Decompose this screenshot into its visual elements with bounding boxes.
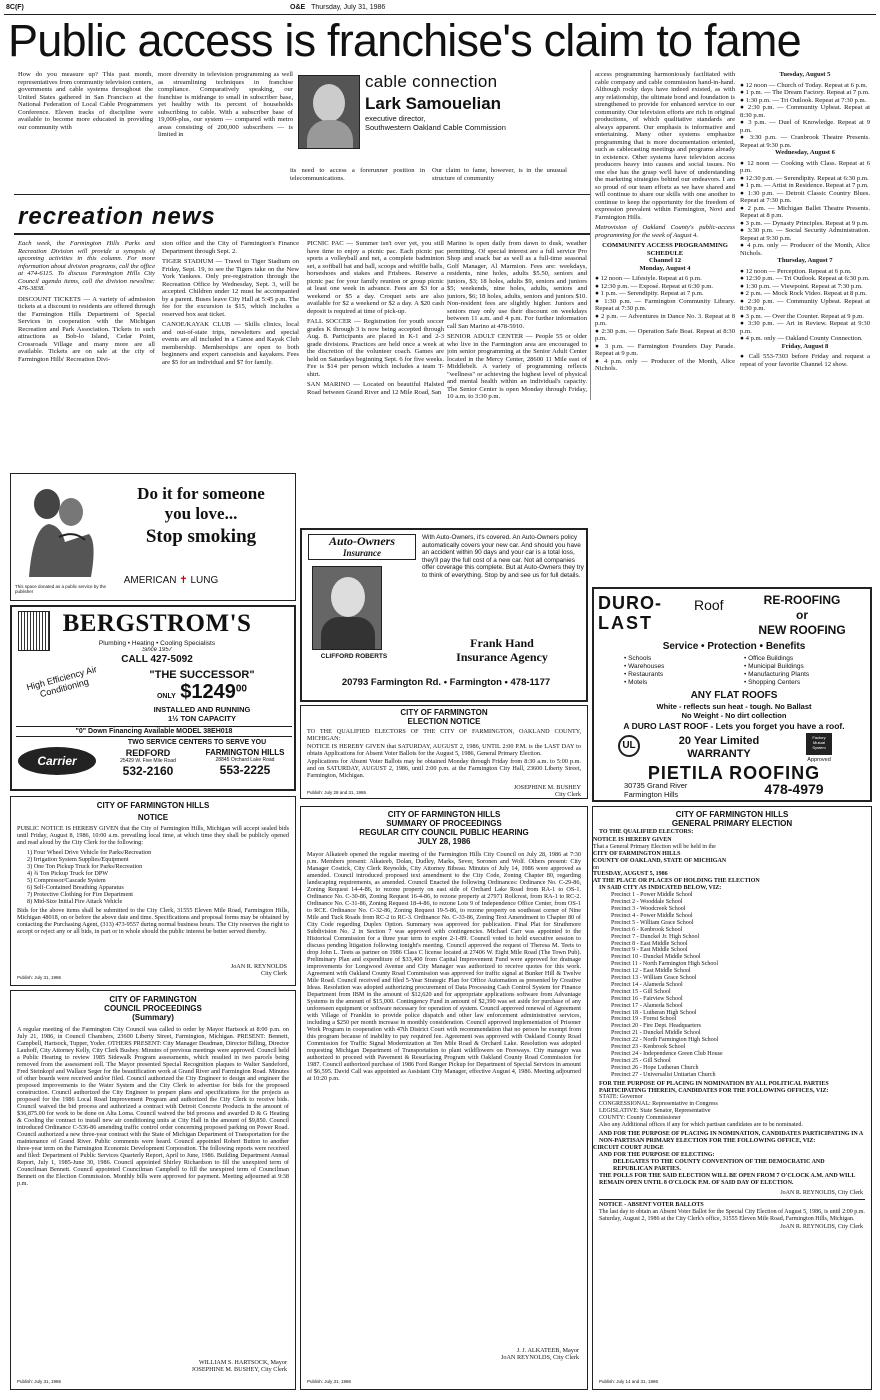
bergstrom-capacity: 1½ TON CAPACITY: [167, 714, 237, 723]
duro-last-ad: [592, 587, 872, 802]
column-text-2: more diversity in television programming as well as streamlining techniques in franchise compliance. Comparatively speaking, our franchise is midrange to small in subscriber base, yet healthy with its percent of households subscribing to cable. With a subscriber base of 19,000-plus, our system — compared with metro areas consisting of 200,000 subscribers — is limited in: [158, 71, 293, 138]
gpe-given: NOTICE IS HEREBY GIVEN: [593, 836, 672, 843]
schedule-item: ● 3 p.m. — Duel of Knowledge. Repeat at 9 p.m.: [740, 119, 870, 134]
bergstrom-hi-eff: High Efficiency Air Conditioning: [25, 663, 98, 700]
gpe-judge: CIRCUIT COURT JUDGE: [593, 1144, 664, 1151]
precinct-item: Precinct 26 - Hope Lutheran Church: [611, 1064, 699, 1071]
bid-item: 4) ¾ Ton Pickup Truck for DPW: [27, 870, 109, 877]
fen-body-3: Applications for Absent Voter Ballots may be obtained Monday through Friday from 8:30 a.m. to 5:00 p.m. and on SATURDAY, AUGUST 2, 1986, until 2:00 p.m. at the Farmington City Hall, 23600 Liberty Street, Farmington, Michigan.: [307, 758, 581, 779]
author-role: executive director,: [365, 114, 426, 123]
fhs-body: Mayor Alkateeb opened the regular meeting of the Farmington Hills City Council on July 28, 1986 at 7:30 p.m. Members present: Alkateeb, Dolan, Dudley, Marks, Sever, Soronen and Wolf. Others present: City Manager Costick, City Clerk Reynolds, City Attorney Bibeau. Minutes of July 14, 1986 were approved as amended. Council introduced proposed text amendment to the City Code, Zoning Chapter 80, regarding landscaping requirements, as amended. Council Enacted the following Ordinances: Ordinance No. C-29-86, Zoning Request 14-4-86, to rezone property on east side of Orchard Lake Road from RA-1 to OS-1. Ordinance No. C-30-86, Zoning Request 16-4-86, to rezone property at 27971 Rollcrest, from RA-1 to RC-2. Ordinance No. C-31-86, Zoning Request 18-4-86, to rezone Lots 9 of Independence Office Center, from OS-1 to RCE. Ordinance No. C-32-86, Zoning Request 19-5-86, to rezone property on southeast corner of Nine Mile and Tuck Roads from RC-2 to RC-3. Ordinance No. C-33-86, Zoning Text Amendment to Chapter 80 of City Code regarding Duplex Option. Summary was approved for publication. Final Plat for Strathmore Subdivision No. 2 in Section 7 was approved with contingencies. Michael Carr was appointed to the Historical Commission for a three year term to expire 2-1-89. Council voted to hold executive session to discuss pending litigation following tonight's meeting. Council approved the request of Theresa M. Teets to drop John L. Teets as partner on 1986 Class C license located at 27406 W. Eight Mile Road (The Town Pub). Preliminary Plan and expenditure of $33,400 from Capital Improvement Fund were approved for drainage improvements for Longwood Avenue and City Manager was authorized to receive quotes for this work. Agreement with Oakland County Road Commission was approved for traffic signal at Bunker Hill & Twelve Mile Road. Council received and filed 5-Year Strategic Plan for Office Automation as presented by Creative Ideas. Resolution was adopted authorizing procurement of Data Processing Cash Control System for Finance Department from IBM in the amount of $12,620 and for appropriate applications software from Advantage Systems in the amount of $15,000. Contingency Fund in amount of $2,390 was set aside for purchase of any unforeseen equipment or software necessary for operation of system. Council approved renewal of Agreement with Village of Franklin to provide police dispatch and other law enforcement administrative services, including a $250 per month increase in monthly consideration. Council approved implementation of Prisoner Work Program in cooperation with 47th District Court with recommendation that no person be exempt from this program because of inability to pay required fee. Agreement was approved with Oakland County Road Commission for Traffic Signal Modernization at Ten Mile Road & Orchard Lake. Resolution was adopted requesting Michigan Department of Transportation to plant wildflowers on Freeways. City manager was authorized to proceed with Pavement & Resurfacing Program with Oakland County Road Commission for 1987. Council authorized purchase of 1986 Ford Ranger Pickup for Department of Special Services in amount of $6,595. David Call was appointed as Assistant City Manager, effective August 4, 1986. Meeting adjourned at 10:20 p.m.: [307, 851, 581, 1082]
bergstrom-loc1-addr: 25429 W. Five Mile Road: [120, 758, 176, 764]
fen-sign-2: City Clerk: [555, 791, 581, 798]
ac-unit-icon: [18, 611, 50, 651]
fm-approved: Approved: [807, 757, 831, 763]
schedule-item: ● 12:30 p.m. — Exposé. Repeat at 6:30 p.m.: [595, 282, 714, 290]
gpe-that: That a General Primary Election will be held in the: [593, 843, 716, 850]
fhs-title-2: SUMMARY OF PROCEEDINGS: [386, 819, 502, 828]
schedule-item: ● 12:30 p.m. — Serendipity. Repeat at 6:30 p.m.: [740, 174, 869, 182]
bergstrom-call: CALL 427-5092: [121, 654, 193, 665]
fen-sign: [514, 784, 581, 798]
bergstrom-loc1: [100, 748, 196, 778]
schedule-channel: Channel 12: [648, 257, 682, 264]
recreation-col1: [18, 240, 155, 468]
column-divider: [590, 70, 591, 400]
fen-body-2: NOTICE IS HEREBY GIVEN that SATURDAY, AUGUST 2, 1986, UNTIL 2:00 P.M. is the LAST DAY to obtain Applications for Absent Voter Ballots for the August 5, 1986, General Primary Election.: [307, 743, 581, 757]
schedule-item: ● 2 p.m. — Michigan Ballet Theatre Presents. Repeat at 8 p.m.: [740, 204, 870, 219]
fh-primary-election: [592, 806, 872, 1390]
lung-headline-2: you love...: [164, 504, 238, 523]
recreation-title: recreation news: [18, 203, 216, 230]
cp-sign-1: WILLIAM S. HARTSOCK, Mayor: [198, 1359, 287, 1366]
roof-use-item: • Warehouses: [624, 663, 665, 670]
duro-logo: [598, 593, 698, 637]
precinct-item: Precinct 5 - William Grace School: [611, 919, 694, 926]
recreation-col4: [447, 240, 587, 525]
schedule-item: ● 12 noon — Perception. Repeat at 6 p.m.: [740, 267, 852, 275]
gpe-delegates: DELEGATES TO THE COUNTY CONVENTION OF THE DEMOCRATIC AND REPUBLICAN PARTIES.: [613, 1158, 825, 1172]
bid-item: 1) Four Wheel Drive Vehicle for Parks/Recreation: [27, 849, 152, 856]
schedule-item: ● 12:30 p.m. — Tri Outlook. Repeat at 6:30 p.m.: [740, 275, 870, 282]
cp-sign: [192, 1359, 287, 1373]
gpe-said: IN SAID CITY AS INDICATED BELOW, VIZ:: [599, 885, 722, 892]
precinct-item: Precinct 16 - Fairview School: [611, 995, 683, 1002]
schedule-thursday: Thursday, August 7: [777, 257, 833, 264]
schedule-item: ● 1:30 p.m. — Tri Outlook. Repeat at 7:30 p.m.: [740, 96, 867, 104]
bergstrom-sub: Plumbing • Heating • Cooling Specialists: [98, 640, 216, 647]
duro-logo-a: DURO-: [598, 593, 662, 613]
bids-text: Bids for the above items shall be submitted to the City Clerk, 31555 Eleven Mile Road, Farmington Hills, Michigan 48018, on or before the above date and time. Specifications and proposal forms may be obtained by contacting the Purchasing Agent, (313) 473-9557 during normal business hours. The City reserves the right to accept or reject any or all bids, in part or in whole should the public interest be better served thereby.: [17, 907, 290, 935]
roof-durable: A DURO LAST ROOF - Lets you forget you have a roof.: [623, 721, 845, 731]
recreation-discount-cont: sion office and the City of Farmington's Finance Department through Sept. 2.: [162, 240, 299, 255]
schedule-item: ● 3 p.m. — Dynasty Principles. Repeat at 9 p.m.: [740, 219, 869, 227]
precinct-item: Precinct 2 - Wooddale School: [611, 899, 683, 906]
precinct-item: Precinct 9 - East Middle School: [611, 947, 688, 954]
schedule-tuesday: Tuesday, August 5: [779, 71, 831, 78]
bergstrom-successor: "THE SUCCESSOR": [149, 669, 255, 681]
monday-list: [595, 275, 735, 373]
roof-uses: [624, 655, 864, 687]
column-text-1: How do you measure up? This past month, representatives from community television centers, governments and cable systems throughout the United States gathered in San Francisco at the National Federation of Local Cable Programmers Conference. Eleven tracks of discipline were available to become more educated in providing our community with: [18, 71, 153, 131]
recreation-tiger: TIGER STADIUM — Travel to Tiger Stadium on Friday, Sept. 19, to see the Tigers take on the New York Yankees. Only pre-registration through the Recreation Office by Wednesday, Sept. 3, will be accepted. Children under 12 must be accompanied by a parent. Buses leave City Hall at 5:45 p.m. The fee for the excursion is $15, which includes a reserved box seat ticket.: [162, 258, 299, 318]
bids-sign: [231, 963, 287, 977]
precinct-item: Precinct 13 - William Grace School: [611, 975, 697, 982]
lung-ad: [10, 473, 296, 601]
precinct-item: Precinct 7 - Dunckel Jr. High School: [611, 933, 700, 940]
cp-title-1: CITY OF FARMINGTON: [109, 995, 197, 1004]
fhs-title-4: JULY 28, 1986: [417, 837, 471, 846]
column-logo: [365, 72, 585, 132]
precinct-item: Precinct 10 - Dunckel Middle School: [611, 954, 701, 961]
column-logo-text: cable connection: [365, 72, 498, 91]
author-org: Southwestern Oakland Cable Commission: [365, 123, 506, 132]
gpe-offices: [593, 1094, 871, 1122]
fen-pub: Publish: July 28 and 31, 1986: [307, 790, 367, 795]
tuesday-list: [740, 82, 870, 150]
schedule-item: ● 3 p.m. — Over the Counter. Repeat at 9 p.m.: [740, 312, 864, 320]
schedule-right: [740, 71, 870, 507]
paper-abbrev: O&E: [290, 4, 306, 11]
cp-sign-2: JOSEPHINE M. BUSHEY, City Clerk: [191, 1366, 287, 1373]
fen-body-1: TO THE QUALIFIED ELECTORS OF THE CITY OF FARMINGTON, OAKLAND COUNTY, MICHIGAN:: [307, 728, 581, 742]
warranty-2: WARRANTY: [687, 748, 751, 760]
recreation-sanmarino-cont: Marino is open daily from dawn to dusk, weather permitting. Of special interest are a full service Pro Shop and snack bar as well as a full-time seasonal Golf Manager, Al Marmion. Fees are: weekdays, residents, nine holes, adults $5.50, seniors and juniors, $3; 18 holes, adults $9, seniors and juniors $5; weekends, nine holes, adults, seniors and juniors, $6; 18 holes, adults, seniors and juniors $10. Non-resident fees are slightly higher. Juniors and seniors may only use their discount on weekdays between 11 a.m. and 4 p.m. For further information call San Marino at 478-5910.: [447, 240, 587, 330]
thursday-list: [740, 268, 870, 343]
council-proceedings: [10, 990, 296, 1390]
agent-photo: [312, 566, 382, 650]
bid-item: 7) Protective Clothing for Fire Department: [27, 891, 134, 898]
gpe-nonpartisan: AND FOR THE PURPOSE OF PLACING IN NOMINATION, CANDIDATES PARTICIPATING IN A NON-PARTISAN PRIMARY ELECTION FOR THE FOLLOWING OFFICE, VIZ:: [599, 1130, 863, 1144]
precinct-item: Precinct 3 - Woodcreek School: [611, 905, 686, 912]
bergstrom-price-box: [112, 681, 292, 704]
cp-pub: Publish: July 31, 1986: [17, 1379, 62, 1384]
office-item: CONGRESSIONAL: Representative in Congress: [599, 1101, 718, 1108]
roof-line-3: NEW ROOFING: [758, 623, 846, 637]
bids-notice: [10, 796, 296, 986]
bids-body: [11, 822, 295, 941]
roof-company: PIETILA ROOFING: [647, 763, 821, 783]
precinct-item: Precinct 27 - Universalist Unitarian Church: [611, 1071, 716, 1078]
precinct-item: Precinct 14 - Alameda School: [611, 981, 683, 988]
roof-use-item: • Motels: [624, 679, 648, 686]
bid-item: 5) Compressor/Cascade System: [27, 877, 106, 884]
recreation-intro: Each week, the Farmington Hills Parks and Recreation Division will provide a synopsis of upcoming activities in this column. For more information about division programs, call the office at 474-6115. To discuss Farmington Hills City Council agenda items, call the division newsline: 476-3838.: [18, 240, 155, 292]
schedule-item: ● 2:30 p.m. — Community Upbeat. Repeat at 8:30 p.m.: [740, 297, 870, 312]
bergstrom-loc1-name: REDFORD: [125, 748, 171, 758]
carrier-logo: Carrier: [18, 747, 96, 775]
precinct-item: Precinct 18 - Lutheran High School: [611, 1009, 697, 1016]
roof-use-item: • Municipal Buildings: [744, 663, 804, 670]
schedule-item: ● 3:30 p.m. — Social Security Administration. Repeat at 9:30 p.m.: [740, 227, 870, 242]
precinct-item: Precinct 24 - Independence Green Club House: [611, 1051, 723, 1057]
roof-use-item: • Office Buildings: [744, 655, 794, 662]
paper-name: [290, 4, 490, 11]
roof-flat-2: White - reflects sun heat - tough. No Ballast: [656, 702, 812, 711]
gpe-title-1: CITY OF FARMINGTON HILLS: [675, 810, 789, 819]
gpe-purpose: FOR THE PURPOSE OF PLACING IN NOMINATION BY ALL POLITICAL PARTIES PARTICIPATING THEREIN, CANDIDATES FOR THE FOLLOWING OFFICES, VIZ:: [599, 1080, 829, 1094]
fen-body: [301, 726, 587, 781]
recreation-canoe: CANOE/KAYAK CLUB — Skills clinics, local and out-of-state trips, newsletters and special events are all included in a Canoe and Kayak Club membership. Memberships are open to both beginners and expert canoeists and kayakers. Fees are $5 for an individual and $7 for family.: [162, 321, 299, 366]
roof-flat-title: ANY FLAT ROOFS: [690, 690, 778, 701]
office-item: COUNTY: County Commissioner: [599, 1115, 681, 1122]
office-item: LEGISLATIVE: State Senator, Representative: [599, 1108, 711, 1115]
schedule-item: ● 1:30 p.m. — Farmington Community Library. Repeat at 7:30 p.m.: [595, 297, 735, 312]
bergstrom-since: Since 1957: [141, 647, 173, 653]
gpe-city: CITY OF FARMINGTON HILLS: [593, 850, 681, 857]
gpe-to: TO THE QUALIFIED ELECTORS:: [599, 829, 694, 835]
auto-owners-logo: [308, 534, 416, 560]
precinct-item: Precinct 8 - East Middle School: [611, 940, 688, 947]
fen-title-2: ELECTION NOTICE: [407, 717, 481, 726]
gpe-electing: AND FOR THE PURPOSE OF ELECTING:: [599, 1151, 715, 1158]
schedule-item: ● 1:30 p.m. — Detroit Classic Country Blues. Repeat at 7:30 p.m.: [740, 189, 870, 204]
ul-logo: UL: [618, 735, 640, 757]
auto-owners-text: With Auto-Owners, it's covered. An Auto-Owners policy automatically covers your new car. And should you have an accident within 90 days and your car is a total loss, they'll pay the full cost of a new car. Not all companies offer coverage this complete. But at Auto-Owners they try to think of everything. Stop by and see us for full details.: [422, 534, 584, 579]
gpe-pub: Publish: July 14 and 31, 1986: [599, 1379, 659, 1384]
gpe-sign: JoAN R. REYNOLDS, City Clerk: [780, 1190, 863, 1197]
roof-address-2: Farmington Hills: [624, 789, 679, 799]
auto-owners-logo-2: Insurance: [342, 548, 381, 558]
roof-address-1: 30735 Grand River: [624, 782, 688, 790]
gpe-sign-2: JoAN R. REYNOLDS, City Clerk: [780, 1223, 863, 1230]
precinct-item: Precinct 6 - Kenbrook School: [611, 926, 683, 933]
gpe-polls: THE POLLS FOR THE SAID ELECTION WILL BE OPEN FROM 7 O'CLOCK A.M. AND WILL REMAIN OPEN UNTIL 8 O'CLOCK P.M. OF SAID DAY OF ELECTION.: [599, 1173, 856, 1187]
schedule-item: ● 1 p.m. — Artist in Residence. Repeat at 7 p.m.: [740, 182, 869, 189]
recreation-rule: [14, 233, 590, 235]
column-text-3b: Our claim to fame, however, is in the unusual structure of community: [432, 167, 567, 182]
bergstrom-loc2: [196, 748, 294, 777]
bids-items: [17, 849, 289, 905]
page-number: 8C(F): [6, 4, 24, 11]
schedule-item: ● 2:30 p.m. — Operation Safe Boat. Repeat at 8:30 p.m.: [595, 327, 735, 342]
precinct-item: Precinct 12 - East Middle School: [611, 968, 691, 975]
roof-use-item: • Schools: [624, 655, 652, 662]
fm-logo: Factory Mutual System: [806, 733, 832, 755]
lung-org-a: AMERICAN: [123, 575, 177, 586]
recreation-top-rule: [14, 194, 590, 195]
bids-sign-1: JoAN R. REYNOLDS: [230, 963, 287, 970]
fh-summary-proceedings: [300, 806, 588, 1390]
bergstrom-two-centers: TWO SERVICE CENTERS TO SERVE YOU: [127, 739, 267, 746]
schedule-item: ● 2 p.m. — Adventures in Dance No. 3. Repeat at 8 p.m.: [595, 312, 735, 327]
recreation-senior: SENIOR ADULT CENTER — People 55 or older who live in the Farmington area are encouraged to join senior programming at the Senior Adult Center located in the Mercy Center, 28600 11 Mile east of Middlebelt. A variety of programming reflects "wellness" or achieving the highest level of physical and mental health within an individual's capacity. The Senior Center is open Monday through Friday, 10 a.m. to 3:30 p.m.: [447, 333, 587, 400]
roof-flat-3: No Weight - No dirt collection: [681, 711, 787, 720]
schedule-item: ● 1 p.m. — The Dream Factory. Repeat at 7 p.m.: [740, 89, 870, 96]
gpe-precincts: [593, 892, 871, 1078]
column-text-4-body: access programming harmoniously facilitated with cable company and cable commission hand-in-hand. Although rocky days have indeed existed, as with any relationship, the ultimate bond and foundation is strengthened to provide for enhanced service to our community. Our television efforts are rich in original productions, of which qualitative standards are always apparent. Our emphasis is informative and entertaining. Many other systems emphasize programming that is more documentation oriented, such as cablecasting meetings and programs already in existence. Other systems have television access producers heavy into causes and social issues. No one else has the grasp we'll have of understanding the marketing strategies behind our endeavors. I am so proud of our team efforts as we have shared and will continue to share our skills with one another to continue to keep the opportunity for the freedom of expression prevalent within Farmington, Novi and Farmington Hills.: [595, 71, 735, 221]
roof-service: Service • Protection • Benefits: [662, 641, 806, 652]
schedule-friday: Friday, August 8: [781, 342, 829, 350]
auto-owners-logo-1: Auto-Owners: [328, 534, 396, 548]
schedule-title: COMMUNITY ACCESS PROGRAMMING SCHEDULE: [602, 242, 728, 257]
issue-date: Thursday, July 31, 1986: [311, 4, 386, 11]
gpe-county: COUNTY OF OAKLAND, STATE OF MICHIGAN: [593, 857, 727, 864]
lung-illustration: [19, 482, 99, 577]
precinct-item: Precinct 21 - Dunckel Middle School: [611, 1030, 701, 1037]
agency-address: 20793 Farmington Rd. • Farmington • 478-1177: [341, 677, 551, 688]
schedule-item: ● 12 noon — Church of Today. Repeat at 6 p.m.: [740, 81, 868, 89]
gpe-also: Also any Additional offices if any for which partisan candidates are to be nominated.: [599, 1122, 803, 1129]
friday-text: ● Call 553-7303 before Friday and request a repeat of your favorite Channel 12 show.: [740, 353, 870, 368]
roof-use-item: • Manufacturing Plants: [744, 671, 810, 678]
precinct-item: Precinct 11 - North Farmington High School: [611, 961, 719, 968]
lung-org-b: LUNG: [190, 575, 219, 586]
bids-sign-2: City Clerk: [261, 970, 287, 977]
schedule-item: ● 1:30 p.m. — Viewpoint. Repeat at 7:30 p.m.: [740, 282, 863, 290]
author-name: Lark Samouelian: [365, 94, 502, 113]
bergstrom-loc2-addr: 28845 Orchard Lake Road: [215, 757, 275, 763]
author-photo: [298, 75, 360, 149]
recreation-sanmarino: SAN MARINO — Located on beautiful Halsted Road between Grand River and 12 Mile Road, San: [307, 381, 444, 396]
bids-title-1: CITY OF FARMINGTON HILLS: [96, 801, 210, 810]
recreation-col2: [162, 240, 299, 468]
fhs-sign-1: J. J. ALKATEEB, Mayor: [516, 1347, 579, 1354]
recreation-soccer: FALL SOCCER — Registration for youth soccer grades K through 3 is now being accepted through Aug. 8. Participants are placed in K-1 and 2-3 grade divisions. Practices are held once a week at the discretion of the volunteer coach. Games are held on Saturdays beginning Sept. 6 for five weeks. Fee is $14 per person which includes a team T-shirt.: [307, 318, 444, 378]
roof-use-item: • Restaurants: [624, 671, 664, 678]
fhs-sign: [501, 1347, 579, 1361]
bergstrom-loc2-phone: 553-2225: [219, 763, 271, 777]
fhs-pub: Publish: July 31, 1986: [307, 1379, 352, 1384]
bid-item: 3) One Ton Pickup Truck for Parks/Recreation: [27, 863, 143, 870]
duro-roof-word: Roof: [694, 597, 724, 613]
schedule-item: ● 3:30 p.m. — Cranbrook Theatre Presents. Repeat at 9:30 p.m.: [740, 134, 870, 149]
cp-title-2: COUNCIL PROCEEDINGS: [104, 1004, 202, 1013]
schedule-item: ● 4 p.m. only — Producer of the Month, Alice Nichols.: [595, 357, 735, 372]
bid-item: 2) Irrigation System Supplies/Equipment: [27, 856, 129, 863]
bergstrom-loc2-name: FARMINGTON HILLS: [205, 748, 285, 757]
bergstrom-only: ONLY: [156, 693, 176, 700]
bids-intro: PUBLIC NOTICE IS HEREBY GIVEN that the City of Farmington Hills, Michigan will accept sealed bids until Friday, August 8, 1986, 10:00 a.m. prevailing local time, at which time they shall be publicly opened and read aloud by the City Clerk for the following:: [17, 825, 289, 846]
agency-sub: Insurance Agency: [456, 650, 548, 664]
bergstrom-price-cents: 00: [235, 683, 247, 695]
gpe-absent: The last day to obtain an Absent Voter Ballot for the Special City Election of August 5, 1986, is until 2:00 p.m. Saturday, August 2, 1986 at the City Clerk's office, 31555 Eleven Mile Road, Farmington Hills, Michigan.: [599, 1209, 865, 1222]
schedule-item: ● 4 p.m. only — Producer of the Month, Alice Nichols.: [740, 242, 870, 257]
roof-use-item: • Shopping Centers: [744, 679, 801, 686]
precinct-item: Precinct 17 - Alameda School: [611, 1002, 683, 1009]
schedule-monday: Monday, August 4: [639, 264, 691, 272]
gpe-date: TUESDAY, AUGUST 5, 1986: [593, 871, 668, 878]
lung-headline-3: Stop smoking: [145, 526, 257, 547]
schedule-item: ● 3 p.m. — Farmington Founders Day Parade. Repeat at 9 p.m.: [595, 342, 735, 357]
cp-title-3: (Summary): [132, 1013, 174, 1022]
bergstrom-name: BERGSTROM'S: [62, 610, 252, 637]
column-text-4: [595, 71, 735, 507]
fen-sign-1: JOSEPHINE M. BUSHEY: [513, 784, 581, 791]
precinct-item: Precinct 22 - North Farmington High School: [611, 1037, 719, 1044]
recreation-discount: DISCOUNT TICKETS — A variety of admission tickets at a discount to residents are offered through the Farmington Hills Department of Special Services in cooperation with the Michigan Recreation and Park Association. Tickets to such attractions as Bob-lo Island, Cedar Point, Crossroads Village and many more are all available. Tickets are on sale at the city of Farmington Hills' Recreation Divi-: [18, 295, 155, 363]
bergstrom-price: $1249: [180, 681, 236, 703]
schedule-item: ● 12 noon — Cooking with Class. Repeat at 6 p.m.: [740, 159, 870, 174]
warranty-1: 20 Year Limited: [678, 735, 760, 747]
column-text-3a: its need to access a forerunner position in telecommunications.: [290, 167, 425, 182]
schedule-item: ● 2 p.m. — Mock Rock Video. Repeat at 8 p.m.: [740, 290, 867, 297]
precinct-item: Precinct 15 - Gill School: [611, 988, 671, 995]
precinct-item: Precinct 1 - Power Middle School: [611, 892, 693, 899]
gpe-title-2: GENERAL PRIMARY ELECTION: [671, 819, 793, 828]
recreation-col3: [307, 240, 444, 525]
schedule-wednesday: Wednesday, August 6: [775, 149, 835, 156]
bids-title-2: NOTICE: [137, 813, 169, 822]
lung-headline-1: Do it for someone: [137, 484, 265, 503]
schedule-item: ● 12 noon — Lifestyle. Repeat at 6 p.m.: [595, 275, 702, 282]
bergstrom-installed: INSTALLED AND RUNNING: [153, 705, 251, 714]
office-item: STATE: Governor: [599, 1094, 643, 1101]
column-schedule-intro: Metrovision of Oakland County's public-access programming for the week of August 4.: [595, 224, 735, 239]
precinct-item: Precinct 19 - Forest School: [611, 1016, 677, 1023]
schedule-item: ● 4 p.m. only — Oakland County Connection.: [740, 335, 863, 342]
wednesday-list: [740, 160, 870, 258]
bergstrom-loc1-phone: 532-2160: [122, 764, 174, 778]
bergstrom-financing: "0" Down Financing Available MODEL 38EH018: [16, 726, 292, 737]
schedule-item: ● 2:30 p.m. — Community Upbeat. Repeat at 8:30 p.m.: [740, 104, 870, 119]
cp-body: A regular meeting of the Farmington City Council was called to order by Mayor Hartsock at 8:00 p.m. on July 21, 1986, in Council Chambers, 23600 Liberty Street, Farmington, Michigan. PRESENT: Bennett, Campbell, Hartsock, Tupper, Yoder. OTHERS PRESENT: City Manager Deadman, Director Billing, Director Lauhoff, City Attorney Kelly, City Clerk Bushey. Minutes of previous meetings were approved. Council held a Public Hearing to review 1985 Sidewalk Program assessments, which resulted in two parcels being removed from the assessment roll. The Mayor presented Special Recognition plaques to Walter Sandeford, Fred Steinkopf and Wallace Seger for the beautification work at Grand River and Farmington Road. Minutes of other boards were received and/or filed. Council authorized the City Engineer to design and engineer the proposed improvements to the Water System and the City Clerk to advertise for bids for the proposed construction. Council authorized the City Engineer to prepare plans and specifications for the projects as proposed for the 1986 Local Road Improvement Program and authorized the City Clerk to receive bids. Council waived the bid process and authorized a contract with Detroit Concrete Products in the amount of $36,875.00 for work to be done on Alta Loma. Council waived the bid process and awarded D & G Heating & Cooling the contract to install new air conditioning units at City Hall in the amount of $9,850. Council introduced Ordinance C-536-86 amending traffic control order concerning proposed parking on Power Road. Council authorized a new three-year contract with the State of Michigan Department of Transportation for the maintenance of Grand River. Public comments were heard. Council appointed Robert Button to another three-year term on the Farmington Economic Development Corporation. The following reports were received and filed: Department of Public Services Quarterly Report, April to June, 1986. Building Department Annual Report, July 1, 1985-June 30, 1986. Council appointed Shirley Richardson to fill the unexpired term of Councilman Bennett. Council appointed Councilman Campbell to fill the unexpired term of Councilman Bennett on the Election Commission. Monthly bills were approved for payment. Meeting adjourned at 9:38 p.m.: [17, 1026, 289, 1187]
schedule-item: ● 1 p.m. — Serendipity. Repeat at 7 p.m.: [595, 290, 704, 297]
fhs-sign-2: JoAN REYNOLDS, City Clerk: [500, 1354, 579, 1361]
precinct-item: Precinct 25 - Gill School: [611, 1057, 671, 1064]
precinct-item: Precinct 4 - Power Middle School: [611, 912, 693, 919]
bid-item: 8) Mid-Size Initial Fire Attack Vehicle: [27, 898, 123, 905]
bergstrom-ad: [10, 605, 296, 791]
agent-name: CLIFFORD ROBERTS: [320, 653, 388, 660]
precinct-item: Precinct 23 - Kenbrook School: [611, 1044, 686, 1051]
gpe-at: AT THE PLACE OR PLACES OF HOLDING THE ELECTION: [593, 878, 760, 885]
auto-owners-ad: [300, 528, 588, 702]
bids-pub: Publish: July 31, 1986: [17, 975, 62, 980]
duro-logo-b: LAST: [598, 613, 653, 633]
fen-title-1: CITY OF FARMINGTON: [400, 708, 488, 717]
roof-phone: 478-4979: [764, 781, 824, 797]
recreation-picnic: PICNIC PAC — Summer isn't over yet, you still have time to enjoy a picnic pac. Each picnic pac sports a volleyball and net, a complete badminton set, a softball bat and ball, scoops and whiffle balls, horseshoes and stakes and Frisbees. Reserve a picnic pac for your family reunion or group picnic at least one week in advance. Fees are $3 for a weekend or $5 a day. Croquet sets are also available for $2 a weekend or $2 a day. A $20 cash deposit is required at time of pick-up.: [307, 240, 444, 315]
fhs-title-3: REGULAR CITY COUNCIL PUBLIC HEARING: [359, 828, 529, 837]
agency-name: Frank Hand: [470, 636, 534, 650]
roof-address: [624, 782, 734, 799]
farmington-election-notice: [300, 705, 588, 799]
gpe-on: on: [593, 864, 599, 871]
roof-line-1: RE-ROOFING: [763, 593, 841, 607]
schedule-item: ● 3:30 p.m. — Art in Review. Repeat at 9:30 p.m.: [740, 320, 870, 335]
lung-smallprint: This space donated as a public service by the publisher: [15, 584, 107, 594]
gpe-absent-title: NOTICE - ABSENT VOTER BALLOTS: [599, 1199, 865, 1209]
bid-item: 6) Self-Contained Breathing Apparatus: [27, 884, 124, 891]
roof-line-2: or: [796, 608, 808, 622]
headline: Public access is franchise's claim to fame: [8, 15, 801, 66]
lung-cross-icon: ✝: [179, 575, 188, 586]
precinct-item: Precinct 20 - Fire Dept. Headquarters: [611, 1023, 701, 1030]
fhs-title-1: CITY OF FARMINGTON HILLS: [387, 810, 501, 819]
